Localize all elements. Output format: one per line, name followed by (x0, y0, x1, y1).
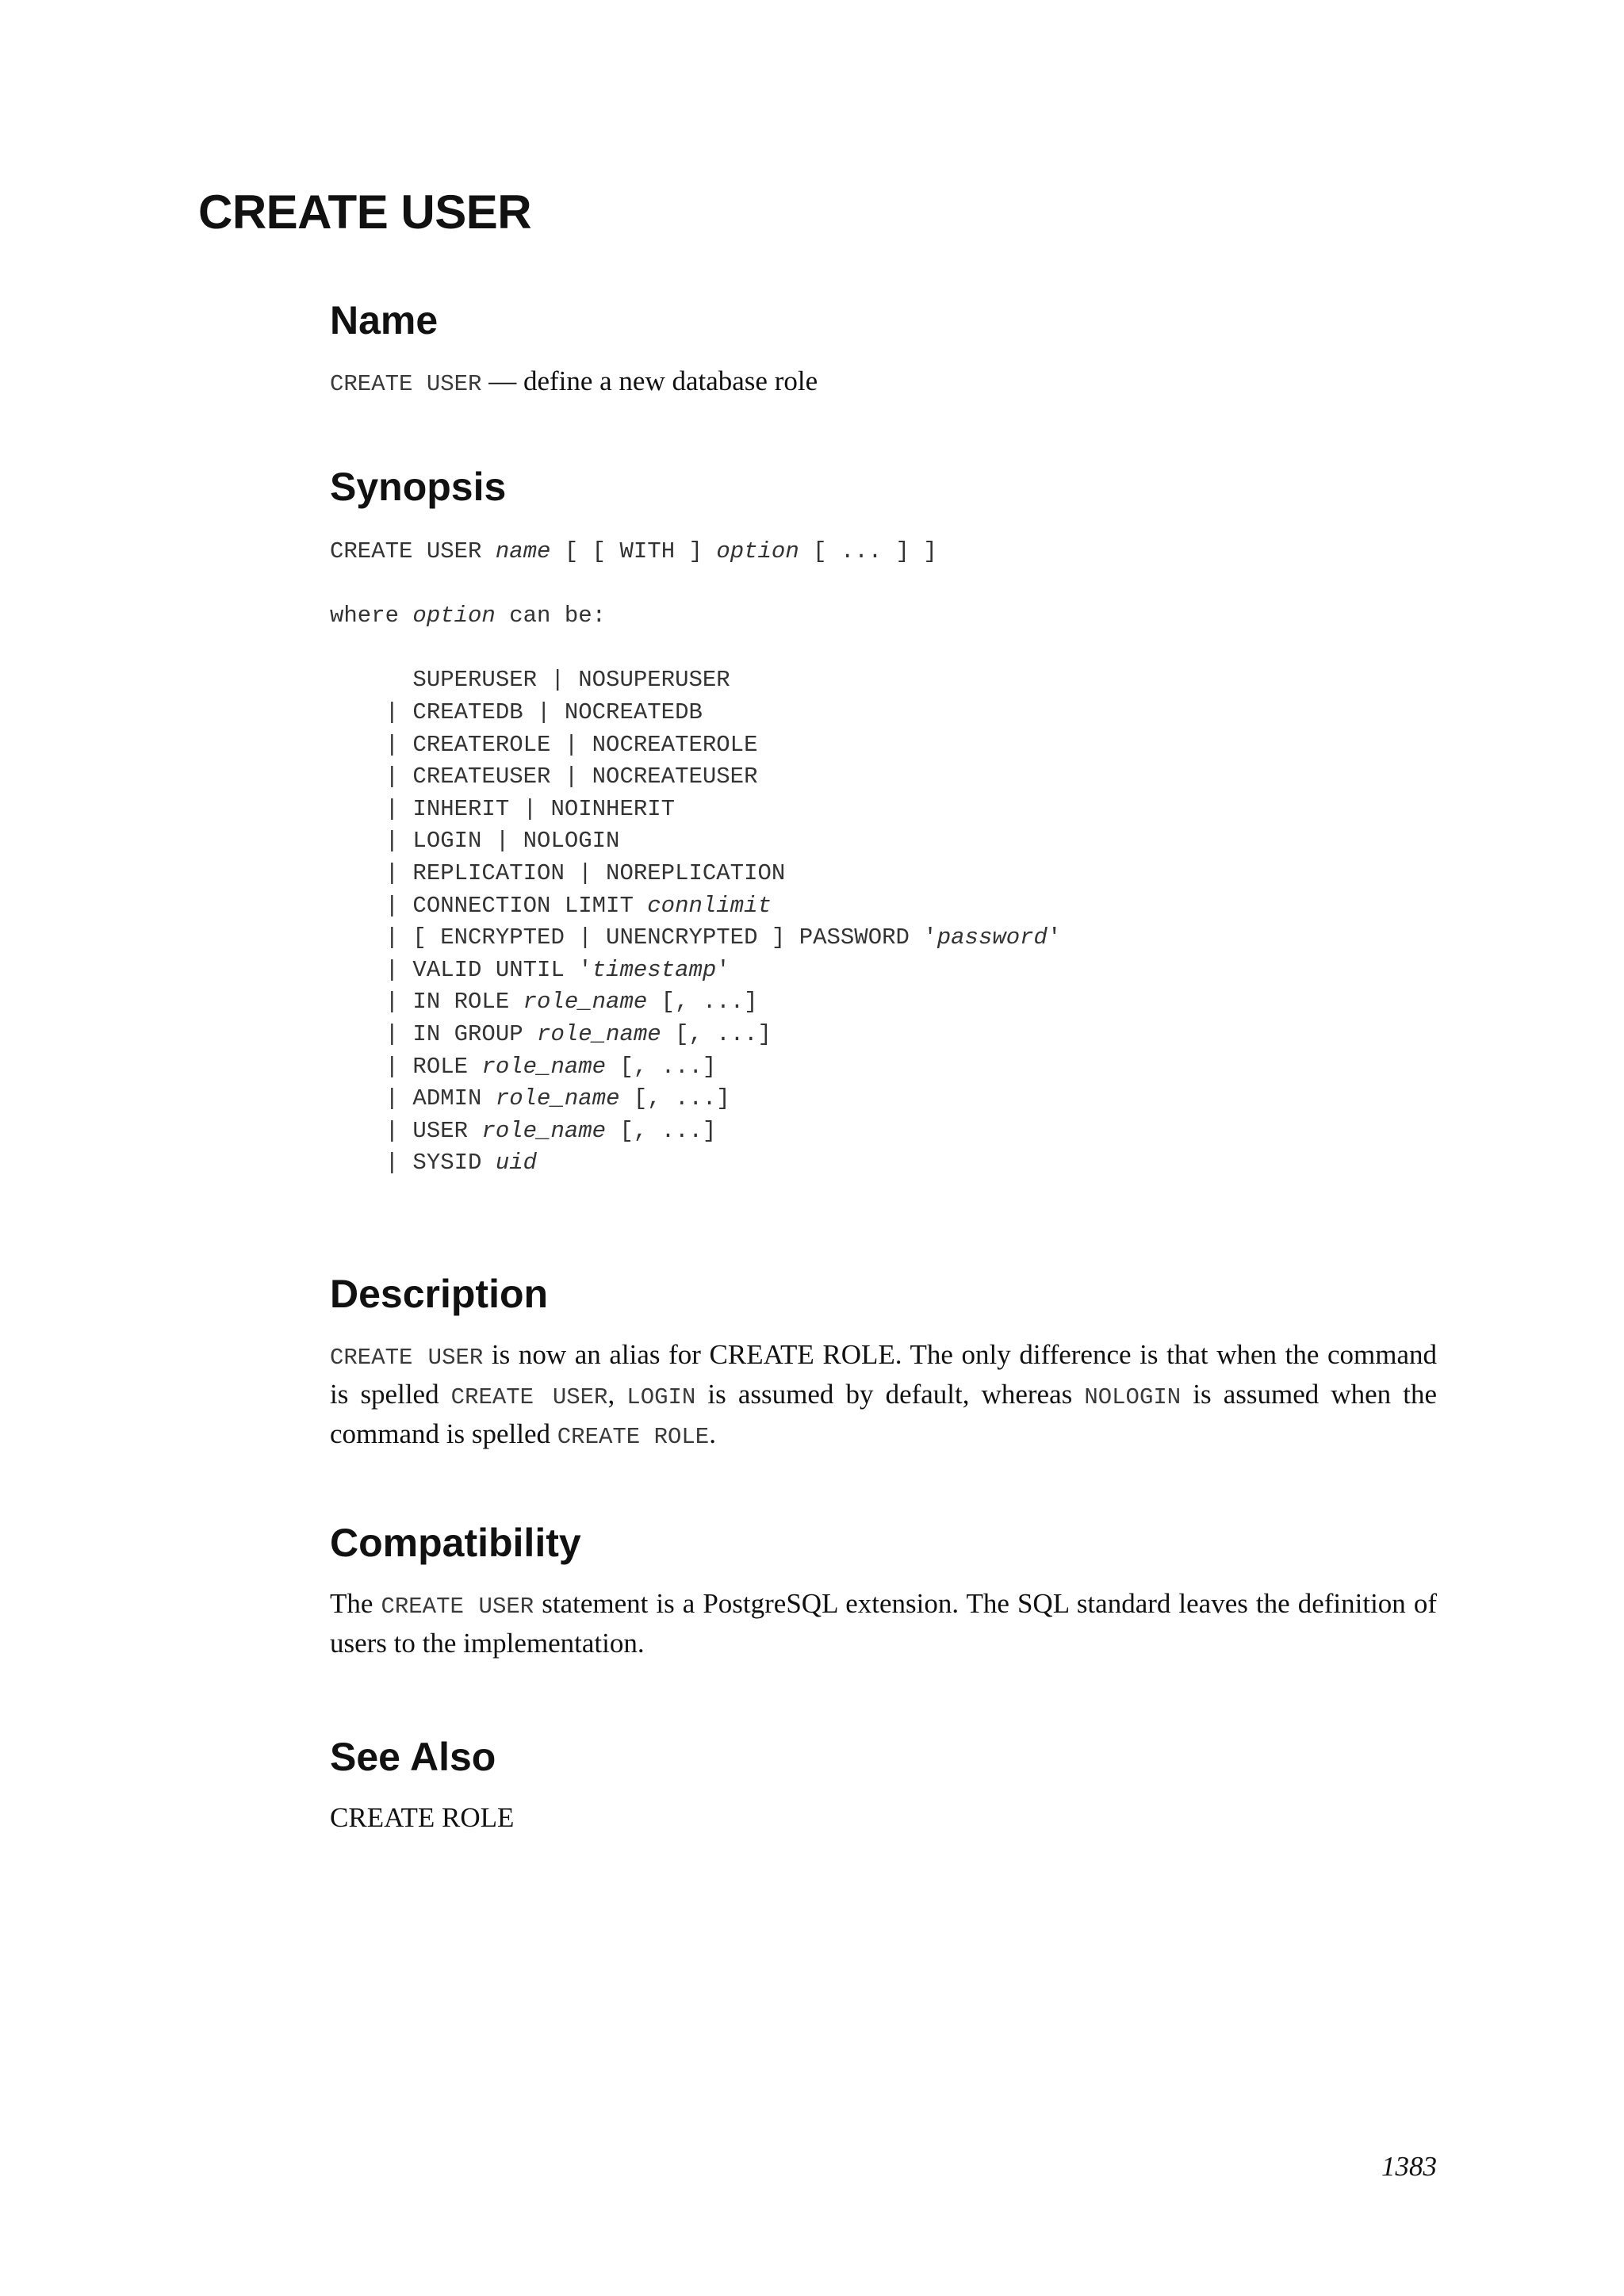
synopsis-placeholder: timestamp (592, 956, 717, 983)
synopsis-line (330, 697, 1061, 729)
synopsis-text: [, ...] (619, 1085, 730, 1112)
description-paragraph (330, 1337, 1437, 1456)
synopsis-line (330, 922, 1061, 955)
description-text: is assumed by default, whereas (695, 1379, 1085, 1410)
synopsis-code-block (330, 536, 1061, 1180)
synopsis-text: ' (1047, 924, 1062, 951)
synopsis-placeholder: name (495, 538, 551, 564)
synopsis-line (330, 825, 1061, 858)
synopsis-text: | [ ENCRYPTED | UNENCRYPTED ] PASSWORD ' (330, 924, 937, 951)
name-summary-text: — define a new database role (481, 365, 818, 396)
synopsis-line (330, 794, 1061, 826)
synopsis-line (330, 1147, 1061, 1180)
synopsis-text: | VALID UNTIL ' (330, 956, 592, 983)
section-heading-synopsis: Synopsis (330, 465, 507, 509)
synopsis-text: can be: (495, 603, 607, 629)
description-text: , (607, 1379, 627, 1410)
page-number: 1383 (1381, 2151, 1437, 2182)
description-literal-create-user-2: CREATE USER (450, 1384, 608, 1410)
synopsis-text: [, ...] (606, 1053, 717, 1080)
description-text: is assumed when the command is spelled (330, 1379, 1437, 1449)
synopsis-line (330, 600, 1061, 633)
synopsis-text: | SYSID (330, 1150, 496, 1177)
synopsis-text: | CREATEUSER | NOCREATEUSER (330, 763, 758, 790)
page-title: CREATE USER (198, 186, 532, 239)
section-heading-description: Description (330, 1272, 549, 1316)
synopsis-text: | REPLICATION | NOREPLICATION (330, 859, 786, 886)
compatibility-paragraph (330, 1586, 1437, 1662)
synopsis-placeholder: option (716, 538, 799, 564)
description-text: is now an alias for CREATE ROLE. The only difference is that when the command is spelled (330, 1339, 1437, 1410)
synopsis-text: [, ...] (647, 989, 758, 1016)
compatibility-text: The (330, 1588, 381, 1619)
synopsis-placeholder: connlimit (647, 892, 772, 919)
synopsis-line (330, 1083, 1061, 1115)
synopsis-placeholder: role_name (481, 1053, 607, 1080)
compatibility-literal-create-user: CREATE USER (381, 1594, 534, 1620)
synopsis-text: CREATE USER (330, 538, 496, 564)
name-command: CREATE USER (330, 371, 482, 397)
synopsis-text: | LOGIN | NOLOGIN (330, 828, 620, 855)
section-heading-compatibility: Compatibility (330, 1521, 581, 1565)
synopsis-placeholder: role_name (537, 1020, 661, 1047)
name-summary (330, 363, 1437, 403)
description-text: . (709, 1418, 716, 1449)
synopsis-text: | CONNECTION LIMIT (330, 892, 648, 919)
synopsis-line (330, 729, 1061, 762)
synopsis-text: | INHERIT | NOINHERIT (330, 795, 676, 822)
synopsis-line (330, 1019, 1061, 1051)
description-literal-login: LOGIN (626, 1384, 696, 1410)
synopsis-text: | ADMIN (330, 1085, 496, 1112)
description-literal-create-role: CREATE ROLE (557, 1424, 710, 1450)
synopsis-line (330, 568, 1061, 601)
synopsis-text: | CREATEROLE | NOCREATEROLE (330, 731, 758, 758)
synopsis-text: | IN ROLE (330, 989, 523, 1016)
synopsis-text: | USER (330, 1117, 482, 1144)
synopsis-line (330, 955, 1061, 987)
synopsis-text: SUPERUSER | NOSUPERUSER (330, 667, 730, 694)
synopsis-line (330, 1115, 1061, 1148)
see-also-link[interactable]: CREATE ROLE (330, 1802, 515, 1833)
description-literal-nologin: NOLOGIN (1084, 1384, 1182, 1410)
synopsis-text: where (330, 603, 413, 629)
synopsis-line (330, 858, 1061, 890)
synopsis-text: [, ...] (606, 1117, 717, 1144)
synopsis-text: | ROLE (330, 1053, 482, 1080)
synopsis-placeholder: role_name (481, 1117, 607, 1144)
synopsis-line (330, 1051, 1061, 1084)
synopsis-text: [ [ WITH ] (550, 538, 717, 564)
synopsis-text: [, ...] (661, 1020, 772, 1047)
synopsis-line (330, 890, 1061, 923)
synopsis-placeholder: option (412, 603, 496, 629)
synopsis-text: | IN GROUP (330, 1020, 538, 1047)
description-literal-create-user: CREATE USER (330, 1345, 484, 1371)
synopsis-line (330, 761, 1061, 794)
synopsis-text: [ ... ] ] (799, 538, 937, 564)
section-heading-see-also: See Also (330, 1735, 496, 1779)
synopsis-line (330, 536, 1061, 568)
synopsis-placeholder: role_name (495, 1085, 620, 1112)
synopsis-placeholder: password (936, 924, 1048, 951)
synopsis-text: ' (716, 956, 730, 983)
synopsis-placeholder: role_name (523, 989, 648, 1016)
compatibility-text: statement is a PostgreSQL extension. The SQL standard leaves the definition of users to the implementation. (330, 1588, 1437, 1659)
synopsis-text: | CREATEDB | NOCREATEDB (330, 698, 703, 725)
section-heading-name: Name (330, 298, 439, 342)
synopsis-line (330, 986, 1061, 1019)
synopsis-placeholder: uid (495, 1150, 538, 1177)
synopsis-line (330, 664, 1061, 697)
synopsis-line (330, 633, 1061, 665)
